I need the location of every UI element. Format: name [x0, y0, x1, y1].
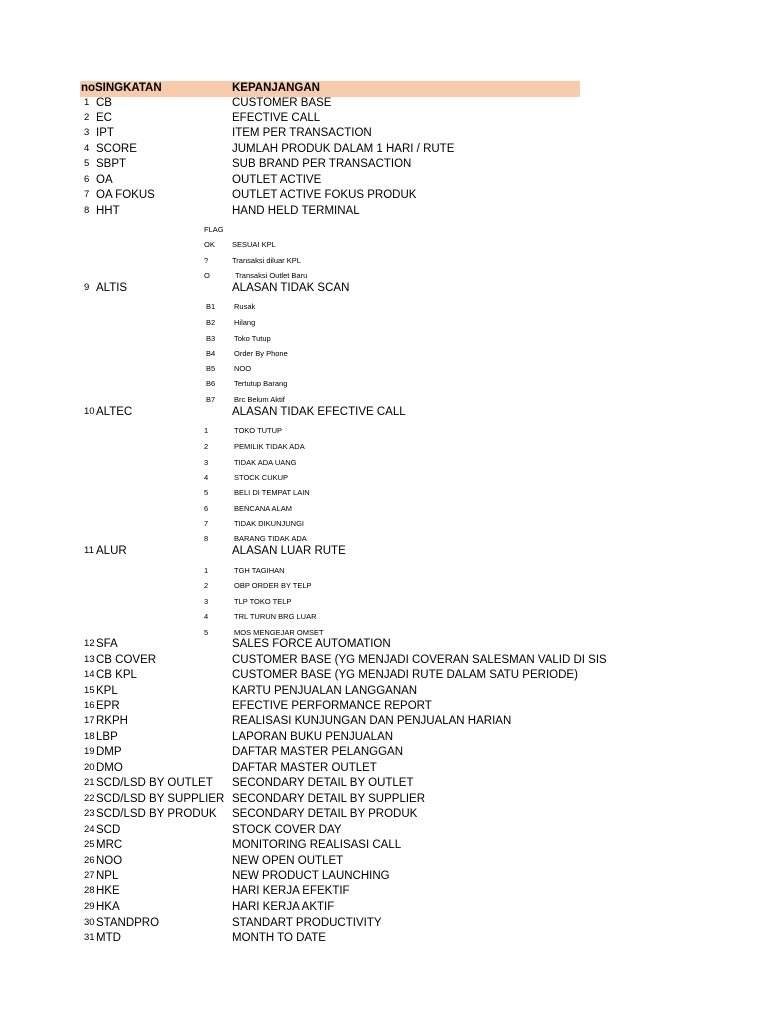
- row-abbreviation: EC: [96, 112, 112, 124]
- row-abbreviation: HKA: [96, 901, 120, 913]
- row-number: 23: [84, 808, 95, 819]
- sub-description: PEMILIK TIDAK ADA: [234, 442, 305, 451]
- sub-description: Toko Tutup: [234, 334, 271, 343]
- row-number: 31: [84, 932, 95, 943]
- sub-code: 1: [204, 566, 209, 575]
- row-number: 13: [84, 654, 95, 665]
- row-abbreviation: SCD/LSD BY SUPPLIER: [96, 793, 225, 805]
- row-abbreviation: LBP: [96, 731, 118, 743]
- sub-code: 5: [204, 628, 209, 637]
- row-abbreviation: SFA: [96, 638, 118, 650]
- row-definition: DAFTAR MASTER PELANGGAN: [232, 746, 404, 758]
- row-number: 17: [84, 715, 95, 726]
- row-number: 2: [84, 112, 90, 123]
- sub-code: 1: [204, 426, 209, 435]
- sub-code: 4: [204, 473, 209, 482]
- row-number: 1: [84, 97, 90, 108]
- row-number: 4: [84, 143, 90, 154]
- sub-code: B1: [206, 302, 216, 311]
- row-definition: STANDART PRODUCTIVITY: [232, 917, 382, 929]
- sub-description: NOO: [234, 364, 252, 373]
- sub-code: B2: [206, 318, 216, 327]
- row-definition: ITEM PER TRANSACTION: [232, 127, 372, 139]
- row-number: 26: [84, 855, 95, 866]
- row-number: 15: [84, 685, 95, 696]
- row-definition: REALISASI KUNJUNGAN DAN PENJUALAN HARIAN: [232, 715, 512, 727]
- row-abbreviation: OA FOKUS: [96, 189, 155, 201]
- row-abbreviation: MRC: [96, 839, 123, 851]
- row-number: 9: [84, 282, 90, 293]
- sub-description: TGH TAGIHAN: [234, 566, 285, 575]
- row-definition: KARTU PENJUALAN LANGGANAN: [232, 685, 418, 697]
- row-abbreviation: DMP: [96, 746, 122, 758]
- row-definition: SECONDARY DETAIL BY OUTLET: [232, 777, 414, 789]
- row-number: 12: [84, 638, 95, 649]
- header-kepanjangan: KEPANJANGAN: [232, 82, 320, 94]
- sub-code: 5: [204, 488, 209, 497]
- row-definition: EFECTIVE CALL: [232, 112, 321, 124]
- sub-code: 7: [204, 519, 209, 528]
- row-definition: MONTH TO DATE: [232, 932, 326, 944]
- sub-description: BELI DI TEMPAT LAIN: [234, 488, 310, 497]
- row-number: 25: [84, 839, 95, 850]
- sub-code: 2: [204, 442, 209, 451]
- row-definition: SUB BRAND PER TRANSACTION: [232, 158, 412, 170]
- sub-code: 6: [204, 504, 209, 513]
- row-definition: ALASAN LUAR RUTE: [232, 545, 346, 557]
- row-number: 16: [84, 700, 95, 711]
- row-number: 11: [84, 545, 94, 556]
- sub-description: TIDAK ADA UANG: [234, 458, 297, 467]
- row-abbreviation: NPL: [96, 870, 119, 882]
- header-no: no: [81, 82, 96, 94]
- row-abbreviation: IPT: [96, 127, 114, 139]
- sub-description: Transaksi diluar KPL: [232, 256, 301, 265]
- row-number: 29: [84, 901, 95, 912]
- row-number: 8: [84, 205, 90, 216]
- row-definition: JUMLAH PRODUK DALAM 1 HARI / RUTE: [232, 143, 455, 155]
- row-number: 27: [84, 870, 95, 881]
- sub-code: B5: [206, 364, 216, 373]
- sub-code: 3: [204, 458, 209, 467]
- row-abbreviation: ALTIS: [96, 282, 128, 294]
- row-abbreviation: OA: [96, 174, 113, 186]
- row-abbreviation: DMO: [96, 762, 123, 774]
- sub-description: OBP ORDER BY TELP: [234, 581, 312, 590]
- row-definition: HAND HELD TERMINAL: [232, 205, 360, 217]
- sub-code: B4: [206, 349, 216, 358]
- sub-description: Tertutup Barang: [234, 379, 288, 388]
- sub-code: 4: [204, 612, 209, 621]
- sub-code: B6: [206, 379, 216, 388]
- row-abbreviation: EPR: [96, 700, 120, 712]
- row-abbreviation: HHT: [96, 205, 120, 217]
- sub-description: TIDAK DIKUNJUNGI: [234, 519, 305, 528]
- row-definition: SALES FORCE AUTOMATION: [232, 638, 391, 650]
- row-definition: NEW OPEN OUTLET: [232, 855, 344, 867]
- row-number: 6: [84, 174, 90, 185]
- row-definition: OUTLET ACTIVE FOKUS PRODUK: [232, 189, 417, 201]
- row-definition: MONITORING REALISASI CALL: [232, 839, 402, 851]
- row-number: 18: [84, 731, 95, 742]
- row-abbreviation: ALUR: [96, 545, 127, 557]
- row-number: 19: [84, 746, 95, 757]
- row-number: 21: [84, 777, 95, 788]
- sub-description: Transaksi Outlet Baru: [235, 271, 308, 280]
- row-abbreviation: ALTEC: [96, 406, 133, 418]
- row-definition: NEW PRODUCT LAUNCHING: [232, 870, 390, 882]
- row-number: 10: [84, 406, 95, 417]
- row-definition: SECONDARY DETAIL BY PRODUK: [232, 808, 418, 820]
- sub-code: OK: [204, 240, 215, 249]
- sub-description: TOKO TUTUP: [234, 426, 283, 435]
- row-definition: STOCK COVER DAY: [232, 824, 342, 836]
- row-definition: LAPORAN BUKU PENJUALAN: [232, 731, 394, 743]
- sub-code: ?: [204, 256, 209, 265]
- row-abbreviation: HKE: [96, 885, 120, 897]
- row-definition: EFECTIVE PERFORMANCE REPORT: [232, 700, 432, 712]
- row-number: 22: [84, 793, 95, 804]
- row-number: 20: [84, 762, 95, 773]
- sub-code: B7: [206, 395, 216, 404]
- row-definition: CUSTOMER BASE: [232, 97, 332, 109]
- row-abbreviation: MTD: [96, 932, 121, 944]
- row-abbreviation: SCD/LSD BY PRODUK: [96, 808, 217, 820]
- sub-code: 8: [204, 534, 209, 543]
- sub-description: Hilang: [234, 318, 256, 327]
- row-abbreviation: CB COVER: [96, 654, 157, 666]
- row-number: 3: [84, 127, 90, 138]
- sub-description: STOCK CUKUP: [234, 473, 289, 482]
- row-definition: CUSTOMER BASE (YG MENJADI RUTE DALAM SATU PERIODE): [232, 669, 578, 681]
- row-definition: HARI KERJA AKTIF: [232, 901, 335, 913]
- sub-description: TLP TOKO TELP: [234, 597, 292, 606]
- sub-code: FLAG: [204, 225, 224, 234]
- row-definition: CUSTOMER BASE (YG MENJADI COVERAN SALESMAN VALID DI SIS: [232, 654, 607, 666]
- row-abbreviation: SCD/LSD BY OUTLET: [96, 777, 213, 789]
- row-definition: OUTLET ACTIVE: [232, 174, 322, 186]
- sub-description: SESUAI KPL: [232, 240, 276, 249]
- row-number: 7: [84, 189, 90, 200]
- sub-description: MOS MENGEJAR OMSET: [234, 628, 324, 637]
- row-abbreviation: SCD: [96, 824, 121, 836]
- row-definition: DAFTAR MASTER OUTLET: [232, 762, 377, 774]
- row-number: 5: [84, 158, 90, 169]
- sub-code: O: [204, 271, 210, 280]
- sub-description: BARANG TIDAK ADA: [234, 534, 307, 543]
- sub-code: 2: [204, 581, 209, 590]
- row-abbreviation: CB: [96, 97, 112, 109]
- sub-description: TRL TURUN BRG LUAR: [234, 612, 317, 621]
- row-abbreviation: NOO: [96, 855, 123, 867]
- row-abbreviation: CB KPL: [96, 669, 137, 681]
- row-abbreviation: KPL: [96, 685, 118, 697]
- row-definition: SECONDARY DETAIL BY SUPPLIER: [232, 793, 426, 805]
- header-singkatan: SINGKATAN: [95, 82, 162, 94]
- row-abbreviation: RKPH: [96, 715, 128, 727]
- row-definition: HARI KERJA EFEKTIF: [232, 885, 350, 897]
- row-abbreviation: STANDPRO: [96, 917, 160, 929]
- sub-description: Order By Phone: [234, 349, 288, 358]
- row-number: 14: [84, 669, 95, 680]
- row-number: 28: [84, 885, 95, 896]
- sub-description: Brc Belum Aktif: [234, 395, 285, 404]
- row-abbreviation: SCORE: [96, 143, 137, 155]
- row-definition: ALASAN TIDAK EFECTIVE CALL: [232, 406, 406, 418]
- row-number: 30: [84, 917, 95, 928]
- sub-description: Rusak: [234, 302, 256, 311]
- sub-code: 3: [204, 597, 209, 606]
- sub-description: BENCANA ALAM: [234, 504, 292, 513]
- sub-code: B3: [206, 334, 216, 343]
- row-number: 24: [84, 824, 95, 835]
- row-abbreviation: SBPT: [96, 158, 127, 170]
- row-definition: ALASAN TIDAK SCAN: [232, 282, 350, 294]
